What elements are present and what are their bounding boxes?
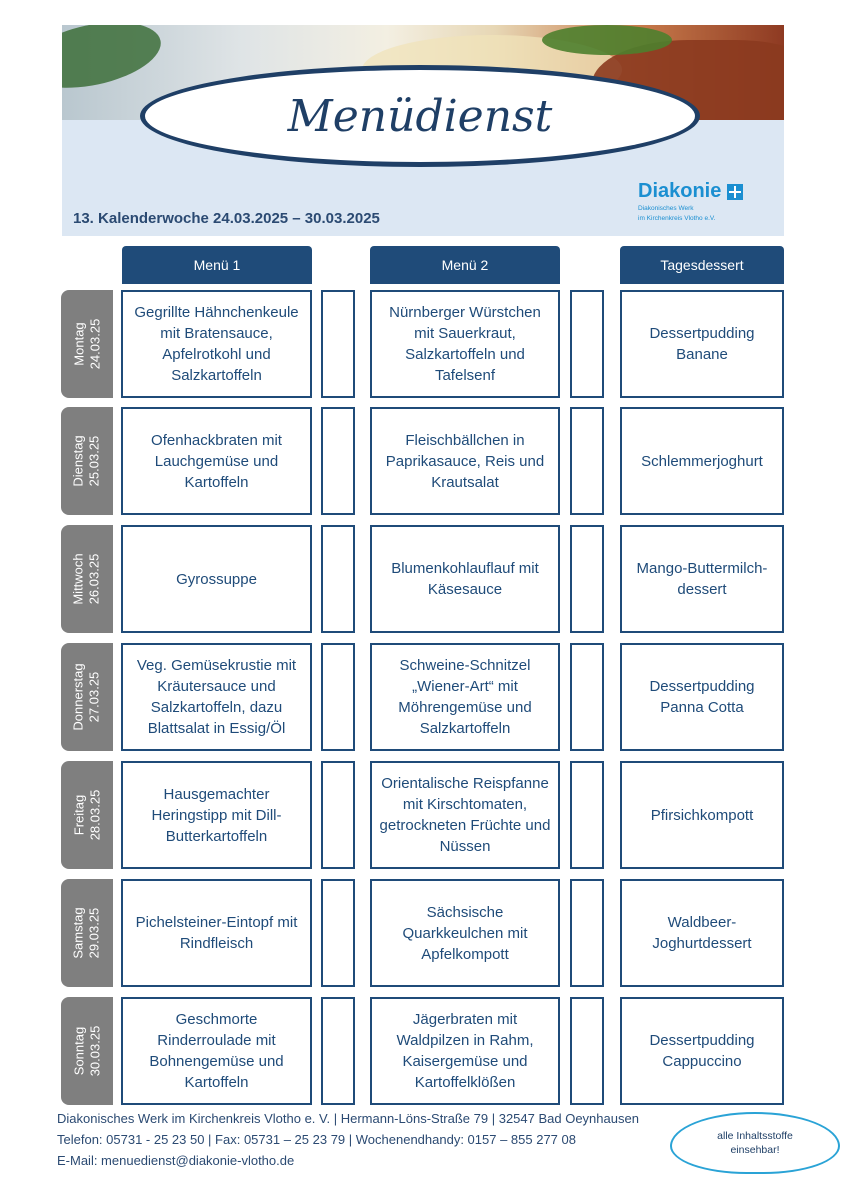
dessert-cell: Pfirsichkompott bbox=[620, 761, 784, 869]
day-date: 25.03.25 bbox=[87, 435, 102, 487]
menu1-cell: Hausgemachter Heringstipp mit Dill-Butterkartoffeln bbox=[121, 761, 312, 869]
day-date: 28.03.25 bbox=[86, 789, 102, 841]
menu1-select-box[interactable] bbox=[321, 290, 355, 398]
footer-email[interactable]: E-Mail: menuedienst@diakonie-vlotho.de bbox=[57, 1153, 295, 1168]
menu2-cell: Schweine-Schnitzel „Wiener-Art“ mit Möhrengemüse und Salzkartoffeln bbox=[370, 643, 560, 751]
day-name: Samstag bbox=[71, 907, 86, 959]
dessert-cell: Waldbeer-Joghurtdessert bbox=[620, 879, 784, 987]
logo-name: Diakonie bbox=[638, 180, 722, 202]
menu1-cell: Ofenhackbraten mit Lauchgemüse und Kartoffeln bbox=[121, 407, 312, 515]
menu2-select-box[interactable] bbox=[570, 407, 604, 515]
allergen-note-cloud bbox=[670, 1112, 840, 1174]
footer-contact bbox=[57, 1108, 639, 1171]
day-tab-donnerstag bbox=[61, 643, 113, 751]
logo-sub-1: Diakonisches Werk bbox=[638, 205, 694, 212]
note-line-1: alle Inhaltsstoffe bbox=[717, 1130, 793, 1142]
menu2-select-box[interactable] bbox=[570, 290, 604, 398]
menu1-cell: Gyrossuppe bbox=[121, 525, 312, 633]
column-header-menu2: Menü 2 bbox=[370, 246, 560, 284]
menu2-cell: Jägerbraten mit Waldpilzen in Rahm, Kaisergemüse und Kartoffelklößen bbox=[370, 997, 560, 1105]
day-tab-dienstag bbox=[61, 407, 113, 515]
menu1-cell: Gegrillte Hähnchenkeule mit Bratensauce, Apfelrotkohl und Salzkartoffeln bbox=[121, 290, 312, 398]
day-name: Sonntag bbox=[70, 1026, 86, 1076]
page-title: Menüdienst bbox=[287, 90, 553, 142]
week-label: 13. Kalenderwoche 24.03.2025 – 30.03.2025 bbox=[73, 210, 380, 227]
menu1-select-box[interactable] bbox=[321, 407, 355, 515]
menu2-cell: Orientalische Reispfanne mit Kirschtomaten, getrockneten Früchte und Nüssen bbox=[370, 761, 560, 869]
logo-sub-2: im Kirchenkreis Vlotho e.V. bbox=[638, 215, 716, 222]
cross-icon bbox=[727, 184, 743, 200]
dessert-cell: Mango-Buttermilch-dessert bbox=[620, 525, 784, 633]
menu1-select-box[interactable] bbox=[321, 879, 355, 987]
day-tab-sonntag bbox=[61, 997, 113, 1105]
menu2-select-box[interactable] bbox=[570, 997, 604, 1105]
menu1-cell: Pichelsteiner-Eintopf mit Rindfleisch bbox=[121, 879, 312, 987]
day-name: Freitag bbox=[70, 794, 86, 836]
day-date: 27.03.25 bbox=[87, 671, 102, 723]
footer-phone: Telefon: 05731 - 25 23 50 | Fax: 05731 – 25 23 79 | Wochenendhandy: 0157 – 855 277 08 bbox=[57, 1132, 576, 1147]
day-name: Mittwoch bbox=[70, 553, 86, 605]
menu1-cell: Veg. Gemüsekrustie mit Kräutersauce und Salzkartoffeln, dazu Blattsalat in Essig/Öl bbox=[121, 643, 312, 751]
day-date: 24.03.25 bbox=[86, 318, 102, 370]
menu2-cell: Sächsische Quarkkeulchen mit Apfelkompott bbox=[370, 879, 560, 987]
day-date: 26.03.25 bbox=[86, 553, 102, 605]
column-header-menu1: Menü 1 bbox=[122, 246, 312, 284]
column-header-dessert: Tagesdessert bbox=[620, 246, 784, 284]
day-tab-mittwoch bbox=[61, 525, 113, 633]
dessert-cell: Dessertpudding Panna Cotta bbox=[620, 643, 784, 751]
footer-address: Diakonisches Werk im Kirchenkreis Vlotho e. V. | Hermann-Löns-Straße 79 | 32547 Bad Oeynhausen bbox=[57, 1111, 639, 1126]
menu2-select-box[interactable] bbox=[570, 525, 604, 633]
menu1-select-box[interactable] bbox=[321, 525, 355, 633]
menu1-select-box[interactable] bbox=[321, 761, 355, 869]
menu2-cell: Blumenkohlauflauf mit Käsesauce bbox=[370, 525, 560, 633]
menu2-cell: Fleischbällchen in Paprikasauce, Reis und Krautsalat bbox=[370, 407, 560, 515]
title-oval bbox=[140, 65, 700, 167]
menu1-select-box[interactable] bbox=[321, 643, 355, 751]
day-tab-freitag bbox=[61, 761, 113, 869]
menu2-select-box[interactable] bbox=[570, 761, 604, 869]
note-line-2: einsehbar! bbox=[730, 1144, 780, 1156]
menu2-cell: Nürnberger Würstchen mit Sauerkraut, Salzkartoffeln und Tafelsenf bbox=[370, 290, 560, 398]
menu2-select-box[interactable] bbox=[570, 643, 604, 751]
day-name: Montag bbox=[70, 322, 86, 366]
day-tab-samstag bbox=[61, 879, 113, 987]
menu1-cell: Geschmorte Rinderroulade mit Bohnengemüse und Kartoffeln bbox=[121, 997, 312, 1105]
day-tab-montag bbox=[61, 290, 113, 398]
day-date: 30.03.25 bbox=[86, 1025, 102, 1077]
dessert-cell: Schlemmerjoghurt bbox=[620, 407, 784, 515]
dessert-cell: Dessertpudding Cappuccino bbox=[620, 997, 784, 1105]
menu1-select-box[interactable] bbox=[321, 997, 355, 1105]
menu2-select-box[interactable] bbox=[570, 879, 604, 987]
dessert-cell: Dessertpudding Banane bbox=[620, 290, 784, 398]
diakonie-logo bbox=[638, 180, 773, 223]
day-name: Dienstag bbox=[71, 435, 86, 487]
day-date: 29.03.25 bbox=[87, 907, 102, 959]
day-name: Donnerstag bbox=[71, 663, 86, 731]
